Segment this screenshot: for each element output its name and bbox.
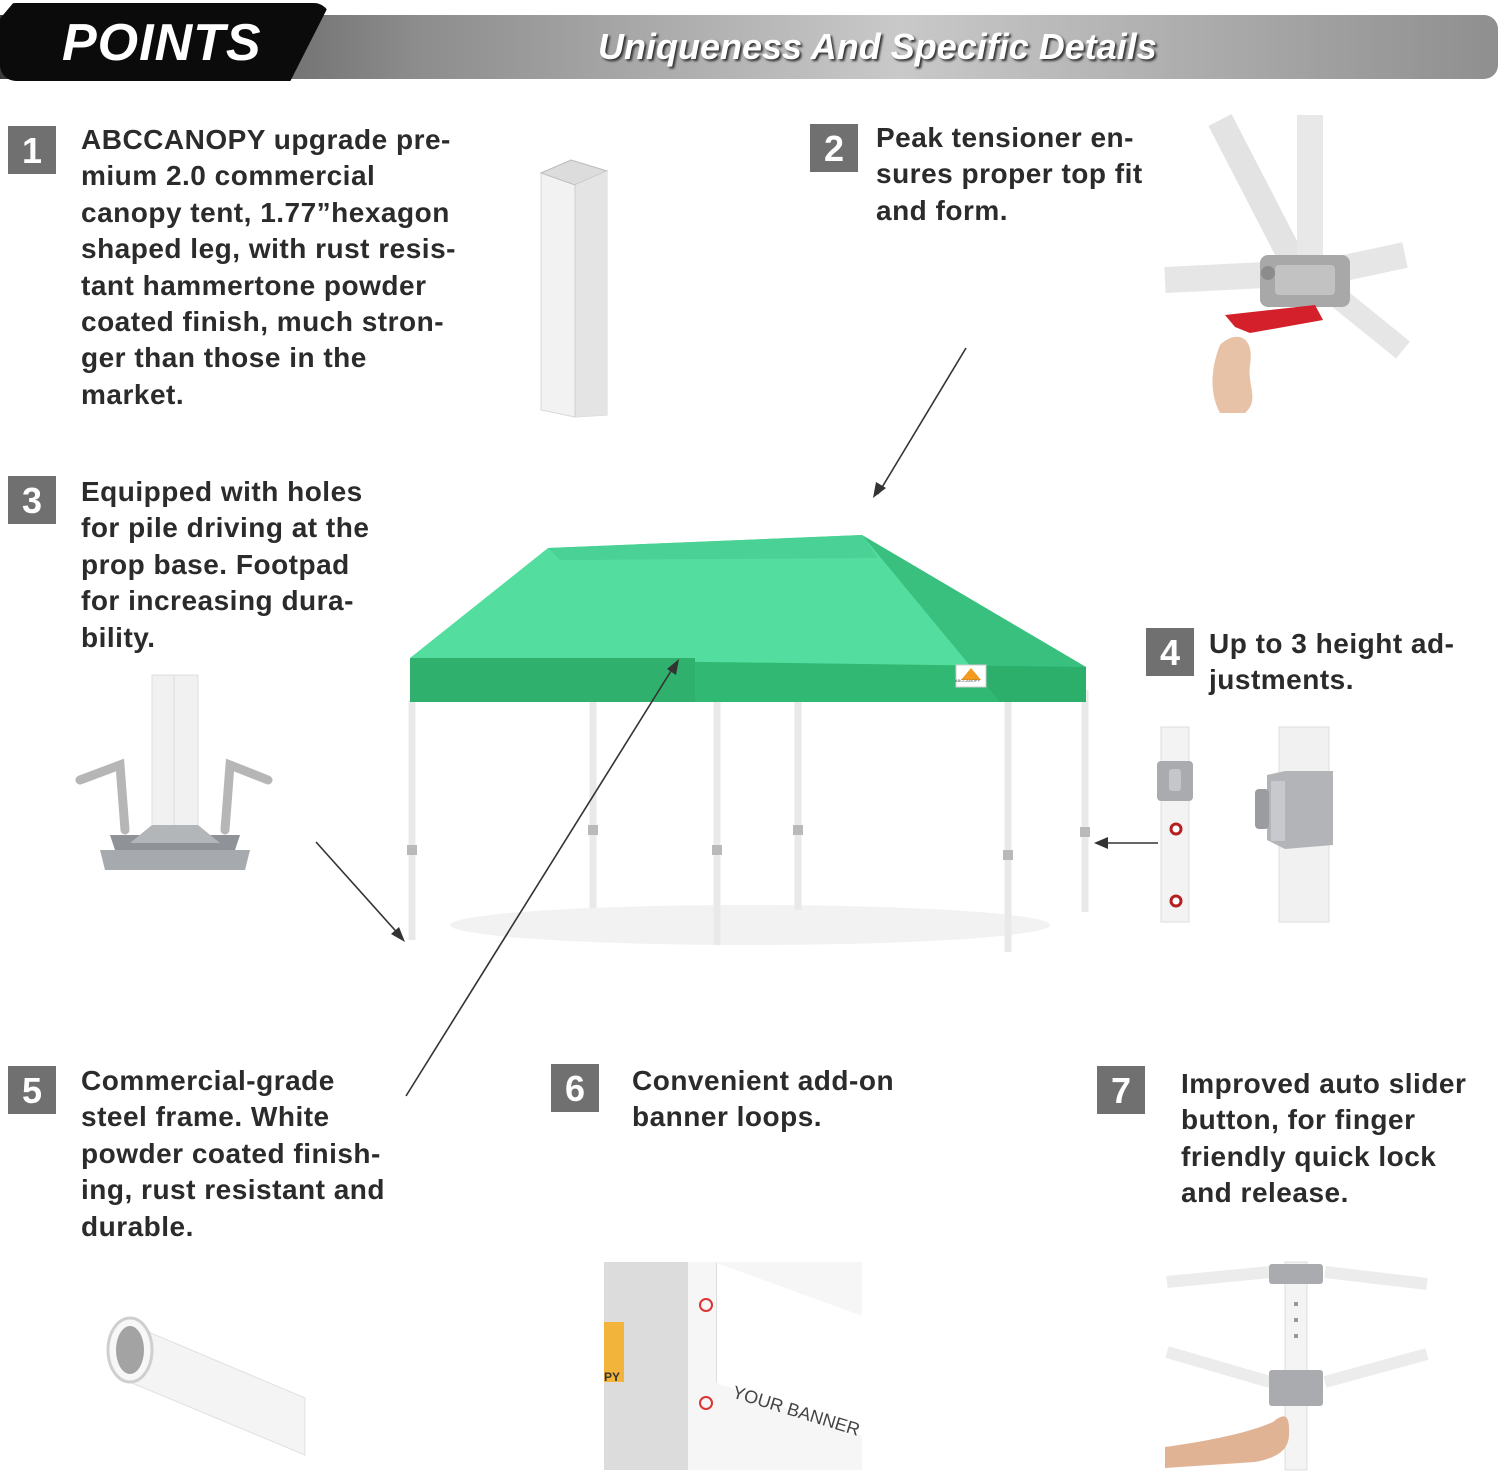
- banner-loop-top: [699, 1298, 713, 1312]
- point-5-badge: 5: [8, 1066, 56, 1114]
- point-7-text: [1181, 1066, 1466, 1212]
- point-5-text: [81, 1063, 385, 1245]
- point-5-line: ing, rust resistant and: [81, 1174, 385, 1206]
- auto-slider-image: [1165, 1262, 1430, 1470]
- point-6-line: Convenient add-on: [632, 1065, 895, 1096]
- banner-loop-bottom: [699, 1396, 713, 1410]
- point-4-line: justments.: [1209, 664, 1355, 696]
- header-subtitle: Uniqueness And Specific Details: [598, 26, 1157, 67]
- point-2-line: sures proper top fit: [876, 158, 1143, 190]
- point-1-line: ABCCANOPY upgrade pre-: [81, 124, 451, 155]
- point-1-line: mium 2.0 commercial: [81, 160, 376, 192]
- point-2-badge: 2: [810, 124, 858, 172]
- point-3-line: for increasing dura-: [81, 585, 354, 617]
- point-1-line: ger than those in the: [81, 342, 367, 374]
- banner-text: YOUR BANNER: [730, 1382, 862, 1440]
- point-3-line: Equipped with holes: [81, 476, 363, 507]
- point-7-line: Improved auto slider: [1181, 1068, 1467, 1099]
- point-6-text: [632, 1063, 894, 1136]
- brand-fragment: PY: [604, 1370, 621, 1384]
- point-1-line: shaped leg, with rust resis-: [81, 233, 456, 265]
- height-adjust-image: [1155, 725, 1345, 925]
- point-1-badge: 1: [8, 126, 56, 174]
- point-7-line: friendly quick lock: [1181, 1140, 1437, 1172]
- point-1-line: coated finish, much stron-: [81, 306, 445, 338]
- point-3-line: prop base. Footpad: [81, 548, 350, 580]
- point-5-line: durable.: [81, 1210, 194, 1242]
- point-1-line: market.: [81, 378, 185, 410]
- point-4-badge: 4: [1146, 628, 1194, 676]
- banner-loops-image: [604, 1262, 862, 1470]
- point-5-line: steel frame. White: [81, 1101, 330, 1133]
- point-5-line: Commercial-grade: [81, 1065, 335, 1096]
- point-3-line: bility.: [81, 621, 156, 653]
- point-1-line: tant hammertone powder: [81, 269, 427, 301]
- point-4-line: Up to 3 height ad-: [1209, 628, 1455, 659]
- points-label: POINTS: [62, 14, 262, 72]
- canopy-brand-tag: ABCCANOPY: [955, 678, 981, 683]
- point-2-line: and form.: [876, 194, 1009, 226]
- point-6-badge: 6: [551, 1064, 599, 1112]
- point-7-line: button, for finger: [1181, 1104, 1416, 1136]
- point-2-line: Peak tensioner en-: [876, 122, 1134, 153]
- steel-tube-image: [100, 1310, 310, 1460]
- point-3-line: for pile driving at the: [81, 512, 370, 544]
- point-1-line: canopy tent, 1.77”hexagon: [81, 196, 450, 228]
- point-6-line: banner loops.: [632, 1101, 823, 1133]
- point-7-badge: 7: [1097, 1066, 1145, 1114]
- point-7-line: and release.: [1181, 1177, 1349, 1209]
- point-3-badge: 3: [8, 476, 56, 524]
- point-5-line: powder coated finish-: [81, 1137, 381, 1169]
